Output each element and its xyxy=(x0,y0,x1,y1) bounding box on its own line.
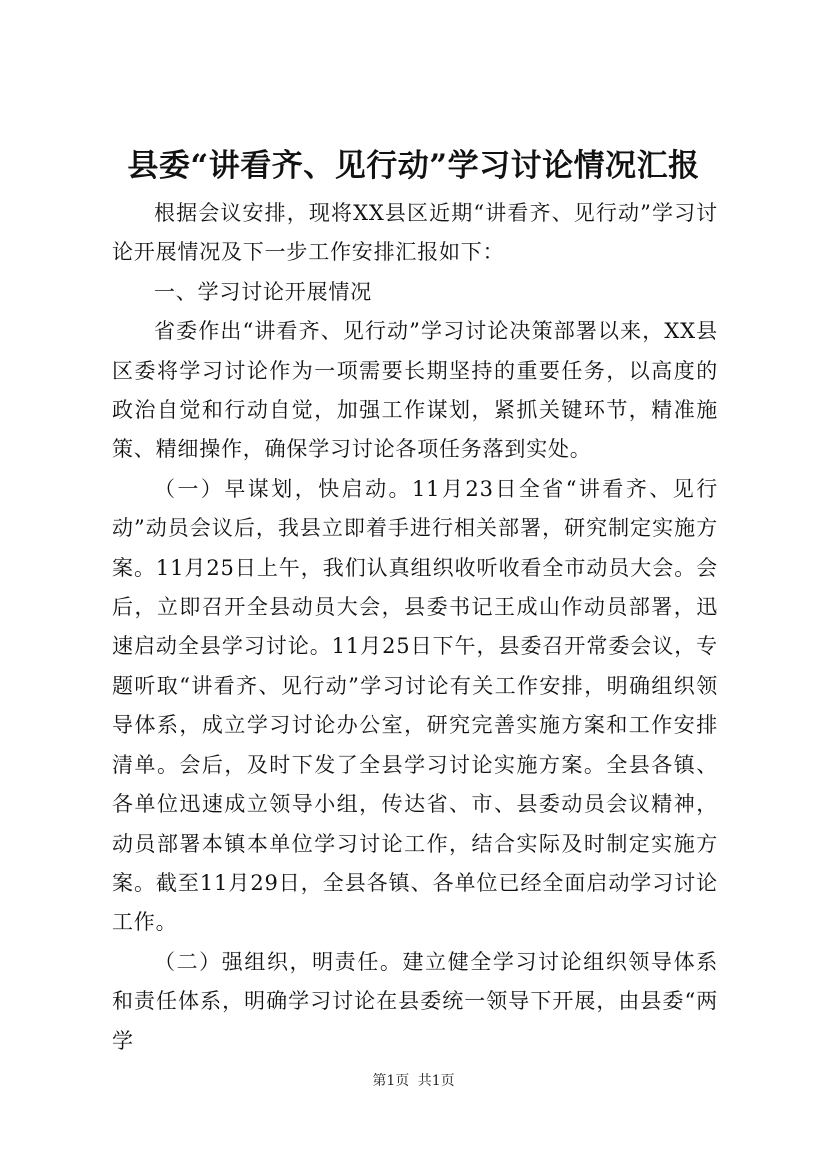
page-total: 共1页 xyxy=(417,1073,455,1089)
section-heading: 一、学习讨论开展情况 xyxy=(154,279,372,304)
section-intro-paragraph: 省委作出“讲看齐、见行动”学习讨论决策部署以来，XX县区委将学习讨论作为一项需要长期坚持的重要任务，以高度的政治自觉和行动自觉，加强工作谋划，紧抓关键环节，精准施策、精细操作，确保学习讨论各项任务落到实处。 xyxy=(112,319,718,462)
item-2-paragraph: （二）强组织，明责任。建立健全学习讨论组织领导体系和责任体系，明确学习讨论在县委统一领导下开展，由县委“两学 xyxy=(112,949,718,1053)
document-title: 县委“讲看齐、见行动”学习讨论情况汇报 xyxy=(127,148,700,184)
item-1-paragraph: （一）早谋划，快启动。11月23日全省“讲看齐、见行动”动员会议后，我县立即着手进行相关部署，研究制定实施方案。11月25日上午，我们认真组织收听收看全市动员大会。会后，立即召开全县动员大会，县委书记王成山作动员部署，迅速启动全县学习讨论。11月25日下午，县委召开常委会议，专题听取“讲看齐、见行动”学习讨论有关工作安排，明确组织领导体系，成立学习讨论办公室，研究完善实施方案和工作安排清单。会后，及时下发了全县学习讨论实施方案。全县各镇、各单位迅速成立领导小组，传达省、市、县委动员会议精神，动员部署本镇本单位学习讨论工作，结合实际及时制定实施方案。截至11月29日，全县各镇、各单位已经全面启动学习讨论工作。 xyxy=(112,476,718,935)
intro-paragraph: 根据会议安排，现将XX县区近期“讲看齐、见行动”学习讨论开展情况及下一步工作安排汇报如下： xyxy=(112,201,718,265)
page-footer xyxy=(0,1071,827,1091)
page-number: 第1页 xyxy=(372,1073,410,1089)
document-body xyxy=(112,194,718,1061)
